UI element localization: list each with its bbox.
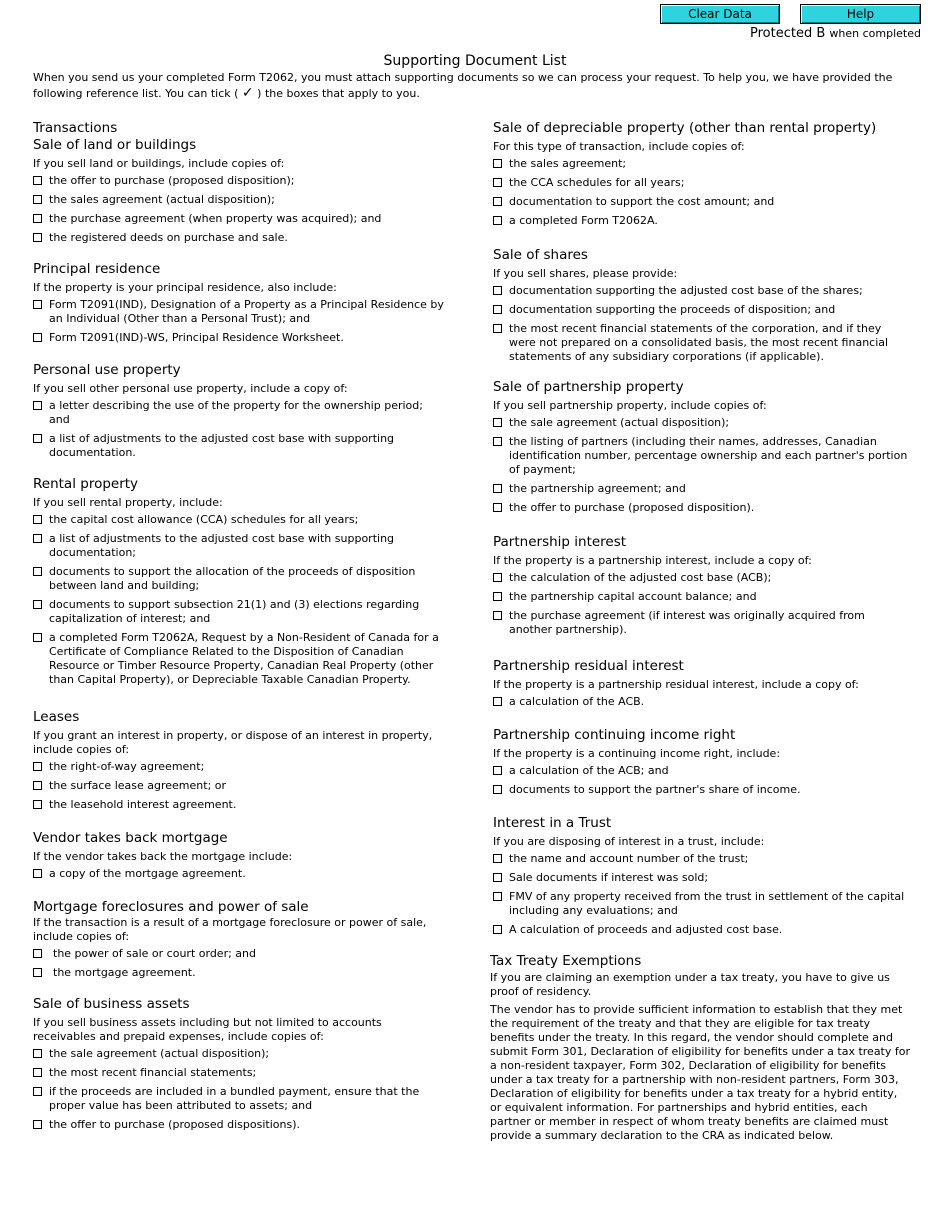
checkbox[interactable] xyxy=(493,854,502,863)
checklist xyxy=(33,174,445,245)
section-continuing-income xyxy=(493,727,911,797)
checkbox[interactable] xyxy=(493,197,502,206)
checklist-item-label: documents to support subsection 21(1) and (3) elections regarding capitalization of interest; and xyxy=(49,598,420,625)
checklist-item xyxy=(493,764,911,778)
checklist-item xyxy=(493,783,911,797)
checklist-item xyxy=(33,513,445,527)
section-intro: If you sell partnership property, include copies of: xyxy=(493,399,767,412)
checklist xyxy=(33,760,445,812)
checklist xyxy=(493,695,911,709)
checkbox[interactable] xyxy=(33,1120,42,1129)
section-mortgage-foreclosure xyxy=(33,899,445,980)
checklist-item xyxy=(33,867,445,881)
section-intro: If you sell land or buildings, include copies of: xyxy=(33,157,285,170)
section-intro: If you sell business assets including but not limited to accounts receivables and prepaid expenses, include copies of: xyxy=(33,1016,382,1043)
section-intro: If you sell shares, please provide: xyxy=(493,267,678,280)
checklist-item xyxy=(33,1047,445,1061)
checklist-item xyxy=(33,1118,445,1132)
checkbox[interactable] xyxy=(33,600,42,609)
checklist-item xyxy=(493,890,911,918)
checkbox[interactable] xyxy=(493,159,502,168)
checklist-item xyxy=(33,947,445,961)
section-tax-treaty xyxy=(490,953,911,1143)
protected-b-label xyxy=(750,26,921,41)
checklist-item xyxy=(493,590,911,604)
checkbox[interactable] xyxy=(33,633,42,642)
checkbox[interactable] xyxy=(33,233,42,242)
checkbox[interactable] xyxy=(33,1068,42,1077)
transactions-heading: Transactions xyxy=(33,120,118,136)
checklist-item xyxy=(493,157,911,171)
checklist-item xyxy=(33,298,445,326)
checkbox[interactable] xyxy=(33,434,42,443)
section-heading: Personal use property xyxy=(33,362,181,378)
checklist-item-label: the right-of-way agreement; xyxy=(49,760,205,773)
checkbox[interactable] xyxy=(493,286,502,295)
section-business-assets xyxy=(33,996,445,1132)
section-intro: If the property is a partnership interest, include a copy of: xyxy=(493,554,812,567)
clear-data-button[interactable]: Clear Data xyxy=(660,4,780,24)
checklist-item xyxy=(33,432,445,460)
checklist-item-label: the most recent financial statements; xyxy=(49,1066,257,1079)
checklist-item xyxy=(493,609,911,637)
section-depreciable xyxy=(493,120,911,228)
section-shares xyxy=(493,247,911,364)
checklist-item-label: a copy of the mortgage agreement. xyxy=(49,867,246,880)
checklist-item-label: a completed Form T2062A, Request by a Non-Resident of Canada for a Certificate of Compliance Related to the Disposition of Canadian Resource or Timber Resource Property, Canadian Real Property (other than Capital Property), or Depreciable Taxable Canadian Property. xyxy=(49,631,439,686)
checklist-item xyxy=(493,214,911,228)
section-intro: If the property is a continuing income right, include: xyxy=(493,747,781,760)
right-column xyxy=(490,120,911,1146)
checkbox[interactable] xyxy=(33,300,42,309)
checklist-item xyxy=(493,501,911,515)
protected-main: Protected B xyxy=(750,26,826,41)
checkbox[interactable] xyxy=(33,968,42,977)
checklist-item-label: the mortgage agreement. xyxy=(53,966,196,979)
section-principal-residence xyxy=(33,261,445,345)
section-heading: Tax Treaty Exemptions xyxy=(490,953,642,969)
section-intro: If you are disposing of interest in a trust, include: xyxy=(493,835,765,848)
intro-text-a: When you send us your completed Form T2062, you must attach supporting documents so we can process your request. To help you, we have provided the following reference list. You can tick ( xyxy=(33,71,893,100)
checklist-item-label: the power of sale or court order; and xyxy=(53,947,256,960)
help-button[interactable]: Help xyxy=(800,4,921,24)
checkbox[interactable] xyxy=(493,766,502,775)
section-intro: For this type of transaction, include copies of: xyxy=(493,140,745,153)
section-trust xyxy=(493,815,911,937)
checklist-item-label: a calculation of the ACB; and xyxy=(509,764,669,777)
section-heading: Sale of business assets xyxy=(33,996,190,1012)
checklist xyxy=(33,1047,445,1132)
checklist-item-label: the sales agreement; xyxy=(509,157,627,170)
checklist-item-label: the leasehold interest agreement. xyxy=(49,798,237,811)
checklist-item xyxy=(33,598,445,626)
checklist xyxy=(493,157,911,228)
checkbox[interactable] xyxy=(33,567,42,576)
section-intro: If you grant an interest in property, or dispose of an interest in property, include copies of: xyxy=(33,729,433,756)
checklist-item-label: Sale documents if interest was sold; xyxy=(509,871,709,884)
section-heading: Partnership continuing income right xyxy=(493,727,736,743)
checklist-item xyxy=(493,416,911,430)
checkbox[interactable] xyxy=(33,1087,42,1096)
checklist-item-label: the sale agreement (actual disposition); xyxy=(509,416,730,429)
checklist-item-label: the listing of partners (including their names, addresses, Canadian identification number, percentage ownership and each partner's portion of payment; xyxy=(509,435,908,476)
checklist-item xyxy=(493,284,911,298)
checkbox[interactable] xyxy=(33,869,42,878)
checklist-item-label: a list of adjustments to the adjusted cost base with supporting documentation. xyxy=(49,432,395,459)
checklist-item-label: if the proceeds are included in a bundled payment, ensure that the proper value has been attributed to assets; and xyxy=(49,1085,420,1112)
checklist-item xyxy=(33,532,445,560)
checklist-item-label: the offer to purchase (proposed disposition); xyxy=(49,174,295,187)
section-heading: Vendor takes back mortgage xyxy=(33,830,228,846)
checkbox[interactable] xyxy=(33,333,42,342)
checklist-item xyxy=(33,565,445,593)
checklist-item-label: the purchase agreement (when property was acquired); and xyxy=(49,212,382,225)
section-intro: If the property is your principal residence, also include: xyxy=(33,281,337,294)
checklist-item xyxy=(33,231,445,245)
checklist-item xyxy=(33,174,445,188)
checkbox[interactable] xyxy=(493,437,502,446)
checklist-item-label: the surface lease agreement; or xyxy=(49,779,227,792)
checkbox[interactable] xyxy=(493,592,502,601)
checklist-item-label: documentation supporting the proceeds of disposition; and xyxy=(509,303,836,316)
section-partnership-interest xyxy=(493,534,911,637)
section-heading: Partnership interest xyxy=(493,534,627,550)
checkbox[interactable] xyxy=(33,949,42,958)
checklist xyxy=(493,571,911,637)
checkbox[interactable] xyxy=(33,401,42,410)
checklist-item-label: the calculation of the adjusted cost base (ACB); xyxy=(509,571,772,584)
section-intro: If the vendor takes back the mortgage include: xyxy=(33,850,293,863)
left-column xyxy=(33,120,445,1137)
checklist-item xyxy=(493,923,911,937)
intro-paragraph xyxy=(33,71,908,101)
checklist-item-label: the partnership agreement; and xyxy=(509,482,686,495)
checkbox[interactable] xyxy=(33,515,42,524)
section-heading: Sale of land or buildings xyxy=(33,137,197,153)
checklist xyxy=(493,852,911,937)
checkbox[interactable] xyxy=(493,484,502,493)
checkbox[interactable] xyxy=(33,1049,42,1058)
checklist-item xyxy=(33,331,445,345)
checklist-item-label: the partnership capital account balance; and xyxy=(509,590,757,603)
section-intro: If you sell other personal use property, include a copy of: xyxy=(33,382,348,395)
checkbox[interactable] xyxy=(493,178,502,187)
section-intro: If the property is a partnership residual interest, include a copy of: xyxy=(493,678,859,691)
checkbox[interactable] xyxy=(493,573,502,582)
checkbox[interactable] xyxy=(493,216,502,225)
checklist-item-label: the capital cost allowance (CCA) schedules for all years; xyxy=(49,513,359,526)
checklist-item-label: documents to support the partner's share of income. xyxy=(509,783,801,796)
section-land xyxy=(33,137,445,245)
checklist xyxy=(33,513,445,687)
section-intro: If you sell rental property, include: xyxy=(33,496,223,509)
checklist xyxy=(493,284,911,364)
checkbox[interactable] xyxy=(493,418,502,427)
section-heading: Principal residence xyxy=(33,261,161,277)
section-heading: Sale of shares xyxy=(493,247,588,263)
checklist-item-label: the sales agreement (actual disposition); xyxy=(49,193,275,206)
checklist-item-label: FMV of any property received from the trust in settlement of the capital including any evaluations; and xyxy=(509,890,905,917)
checklist-item-label: Form T2091(IND)-WS, Principal Residence Worksheet. xyxy=(49,331,344,344)
checklist-item-label: the name and account number of the trust; xyxy=(509,852,749,865)
checkbox[interactable] xyxy=(493,925,502,934)
checklist-item xyxy=(493,852,911,866)
checkbox[interactable] xyxy=(33,534,42,543)
section-partnership-residual xyxy=(493,658,911,709)
checklist-item xyxy=(493,195,911,209)
checklist-item-label: A calculation of proceeds and adjusted cost base. xyxy=(509,923,783,936)
checkbox[interactable] xyxy=(493,305,502,314)
checkbox[interactable] xyxy=(493,785,502,794)
checkbox[interactable] xyxy=(493,324,502,333)
checkbox[interactable] xyxy=(33,762,42,771)
checklist xyxy=(33,399,445,460)
checklist-item xyxy=(493,322,911,364)
checkbox[interactable] xyxy=(33,195,42,204)
checklist-item-label: the purchase agreement (if interest was originally acquired from another partnership). xyxy=(509,609,865,636)
checkmark-icon: ✓ xyxy=(241,84,254,101)
checkbox[interactable] xyxy=(33,781,42,790)
checklist-item xyxy=(493,871,911,885)
checklist-item-label: the sale agreement (actual disposition); xyxy=(49,1047,270,1060)
checklist-item xyxy=(493,695,911,709)
section-personal-use xyxy=(33,362,445,460)
checklist-item xyxy=(33,966,445,980)
checkbox[interactable] xyxy=(33,176,42,185)
section-partnership-property xyxy=(493,379,911,515)
checklist-item-label: the offer to purchase (proposed disposition). xyxy=(509,501,755,514)
checklist-item-label: a completed Form T2062A. xyxy=(509,214,658,227)
checkbox[interactable] xyxy=(493,697,502,706)
checklist-item-label: the offer to purchase (proposed dispositions). xyxy=(49,1118,301,1131)
checklist-item xyxy=(493,571,911,585)
page-title: Supporting Document List xyxy=(383,53,567,69)
checklist-item xyxy=(33,399,445,427)
protected-sub: when completed xyxy=(829,27,921,40)
section-heading: Mortgage foreclosures and power of sale xyxy=(33,899,309,915)
checkbox[interactable] xyxy=(33,800,42,809)
checklist-item-label: documents to support the allocation of the proceeds of disposition between land and building; xyxy=(49,565,416,592)
section-heading: Sale of depreciable property (other than rental property) xyxy=(493,120,877,136)
checklist xyxy=(33,947,445,980)
checklist-item xyxy=(33,779,445,793)
checkbox[interactable] xyxy=(493,892,502,901)
checklist-item xyxy=(33,1066,445,1080)
checklist-item xyxy=(33,631,445,687)
section-heading: Rental property xyxy=(33,476,139,492)
checklist-item-label: the registered deeds on purchase and sale. xyxy=(49,231,288,244)
checkbox[interactable] xyxy=(493,503,502,512)
checklist-item xyxy=(493,176,911,190)
intro-text-b: ) the boxes that apply to you. xyxy=(257,86,420,100)
checklist-item xyxy=(33,193,445,207)
checklist-item xyxy=(33,760,445,774)
section-heading: Partnership residual interest xyxy=(493,658,684,674)
checklist-item xyxy=(33,212,445,226)
section-rental xyxy=(33,476,445,687)
checklist-item-label: a calculation of the ACB. xyxy=(509,695,645,708)
section-heading: Interest in a Trust xyxy=(493,815,612,831)
checklist xyxy=(33,298,445,345)
checklist-item-label: documentation supporting the adjusted cost base of the shares; xyxy=(509,284,863,297)
section-heading: Leases xyxy=(33,709,80,725)
checklist-item xyxy=(493,482,911,496)
treaty-proof-paragraph: If you are claiming an exemption under a tax treaty, you have to give us proof of residency. xyxy=(490,971,890,998)
checkbox[interactable] xyxy=(493,611,502,620)
section-vendor-mortgage xyxy=(33,830,445,881)
checklist-item-label: the CCA schedules for all years; xyxy=(509,176,685,189)
checklist-item-label: a letter describing the use of the property for the ownership period; and xyxy=(49,399,423,426)
checklist-item xyxy=(33,1085,445,1113)
section-heading: Sale of partnership property xyxy=(493,379,684,395)
checklist xyxy=(493,416,911,515)
checklist-item-label: documentation to support the cost amount; and xyxy=(509,195,775,208)
checklist-item xyxy=(493,435,911,477)
section-leases xyxy=(33,709,445,812)
treaty-detail-paragraph: The vendor has to provide sufficient information to establish that they met the requirement of the treaty and that they are eligible for tax treaty benefits under the treaty. In this regard, the vendor should complete and submit Form 301, Declaration of eligibility for benefits under a tax treaty for a non-resident taxpayer, Form 302, Declaration of eligibility for benefits under a tax treaty for a partnership with non-resident partners, Form 303, Declaration of eligibility for benefits under a tax treaty for a hybrid entity, or equivalent information. For partnerships and hybrid entities, each partner or member in respect of whom treaty benefits are claimed must provide a summary declaration to the CRA as indicated below. xyxy=(490,1003,910,1142)
checkbox[interactable] xyxy=(33,214,42,223)
checkbox[interactable] xyxy=(493,873,502,882)
checklist-item-label: Form T2091(IND), Designation of a Property as a Principal Residence by an Individual (Other than a Personal Trust); and xyxy=(49,298,444,325)
checklist-item xyxy=(493,303,911,317)
checklist xyxy=(33,867,445,881)
checklist-item xyxy=(33,798,445,812)
checklist-item-label: a list of adjustments to the adjusted cost base with supporting documentation; xyxy=(49,532,395,559)
section-intro: If the transaction is a result of a mortgage foreclosure or power of sale, include copies of: xyxy=(33,916,427,943)
checklist-item-label: the most recent financial statements of the corporation, and if they were not prepared on a consolidated basis, the most recent financial statements of any subsidiary corporations (if applicable). xyxy=(509,322,889,363)
checklist xyxy=(493,764,911,797)
